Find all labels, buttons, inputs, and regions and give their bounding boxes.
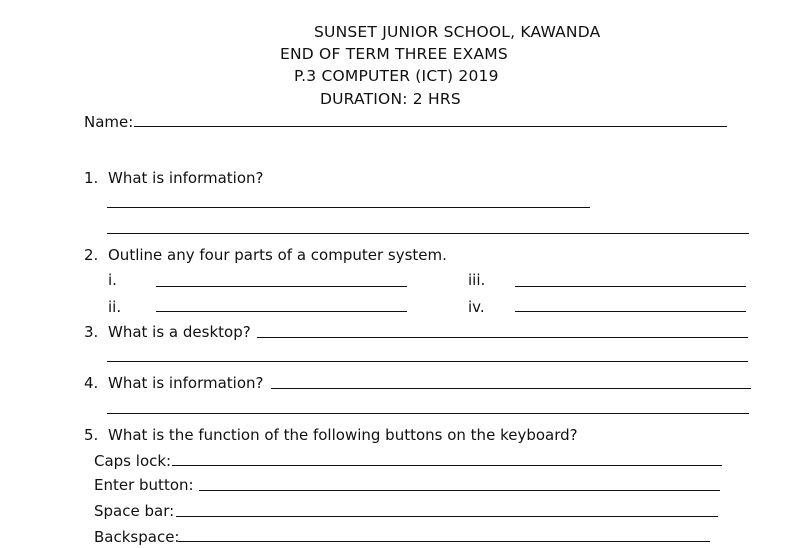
question-3-answer-line-1[interactable] bbox=[257, 337, 748, 338]
caps-lock-answer-line[interactable] bbox=[172, 465, 722, 466]
enter-button-answer-line[interactable] bbox=[199, 490, 720, 491]
question-1-answer-line-1[interactable] bbox=[107, 207, 590, 208]
duration: DURATION: 2 HRS bbox=[320, 90, 461, 108]
question-2-number: 2. bbox=[84, 246, 99, 264]
question-4-answer-line-1[interactable] bbox=[271, 388, 751, 389]
question-4-text: What is information? bbox=[108, 374, 264, 392]
question-2-answer-line-iii[interactable] bbox=[515, 286, 746, 287]
enter-button-label: Enter button: bbox=[94, 476, 194, 494]
question-5-number: 5. bbox=[84, 426, 99, 444]
school-name: SUNSET JUNIOR SCHOOL, KAWANDA bbox=[314, 23, 601, 41]
backspace-label: Backspace: bbox=[94, 528, 180, 546]
question-2-item-ii: ii. bbox=[108, 298, 122, 316]
question-2-item-i: i. bbox=[108, 271, 117, 289]
question-4-answer-line-2[interactable] bbox=[107, 413, 749, 414]
question-1-number: 1. bbox=[84, 169, 99, 187]
question-4-number: 4. bbox=[84, 374, 99, 392]
question-3-answer-line-2[interactable] bbox=[107, 361, 748, 362]
question-2-answer-line-ii[interactable] bbox=[156, 311, 407, 312]
question-2-text: Outline any four parts of a computer system. bbox=[108, 246, 447, 264]
caps-lock-label: Caps lock: bbox=[94, 452, 172, 470]
backspace-answer-line[interactable] bbox=[178, 541, 710, 542]
space-bar-answer-line[interactable] bbox=[176, 516, 718, 517]
question-1-text: What is information? bbox=[108, 169, 264, 187]
question-3-text: What is a desktop? bbox=[108, 323, 251, 341]
question-2-item-iii: iii. bbox=[468, 271, 486, 289]
question-1-answer-line-2[interactable] bbox=[107, 233, 749, 234]
question-3-number: 3. bbox=[84, 323, 99, 341]
name-label: Name: bbox=[84, 113, 134, 131]
question-2-answer-line-i[interactable] bbox=[156, 286, 407, 287]
subject-title: P.3 COMPUTER (ICT) 2019 bbox=[294, 67, 499, 85]
space-bar-label: Space bar: bbox=[94, 502, 175, 520]
exam-title: END OF TERM THREE EXAMS bbox=[280, 45, 508, 63]
question-2-answer-line-iv[interactable] bbox=[515, 311, 746, 312]
name-answer-line[interactable] bbox=[134, 126, 727, 127]
question-5-text: What is the function of the following buttons on the keyboard? bbox=[108, 426, 578, 444]
question-2-item-iv: iv. bbox=[468, 298, 485, 316]
